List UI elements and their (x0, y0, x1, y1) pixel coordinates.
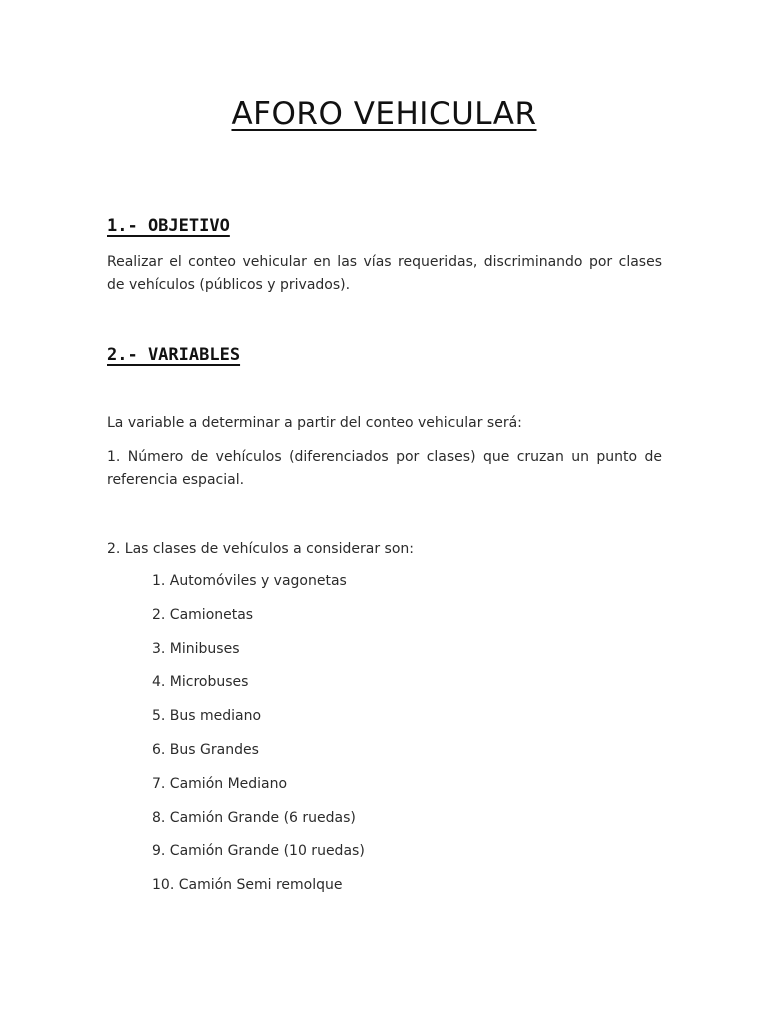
list-item: 10. Camión Semi remolque (152, 877, 343, 894)
vehicle-classes-list (152, 570, 365, 908)
section-heading-objetivo: 1.- OBJETIVO (107, 216, 230, 236)
document-title (0, 96, 768, 132)
document-title-text: AFORO VEHICULAR (231, 96, 537, 132)
objetivo-paragraph: Realizar el conteo vehicular en las vías requeridas, discriminando por clases de vehículos (públicos y privados). (107, 254, 662, 293)
variables-intro-paragraph: La variable a determinar a partir del conteo vehicular será: (107, 415, 522, 431)
list-item: 4. Microbuses (152, 674, 249, 691)
list-item: 7. Camión Mediano (152, 775, 288, 792)
section-heading-variables: 2.- VARIABLES (107, 345, 241, 365)
list-item: 9. Camión Grande (10 ruedas) (152, 843, 365, 860)
variables-item-1: 1. Número de vehículos (diferenciados por clases) que cruzan un punto de referencia espacial. (107, 449, 662, 488)
list-item: 8. Camión Grande (6 ruedas) (152, 809, 356, 826)
list-item: 2. Camionetas (152, 606, 254, 623)
list-item: 5. Bus mediano (152, 708, 262, 725)
variables-item-2: 2. Las clases de vehículos a considerar son: (107, 541, 414, 557)
list-item: 1. Automóviles y vagonetas (152, 573, 347, 589)
list-item: 6. Bus Grandes (152, 741, 259, 758)
list-item: 3. Minibuses (152, 640, 240, 657)
